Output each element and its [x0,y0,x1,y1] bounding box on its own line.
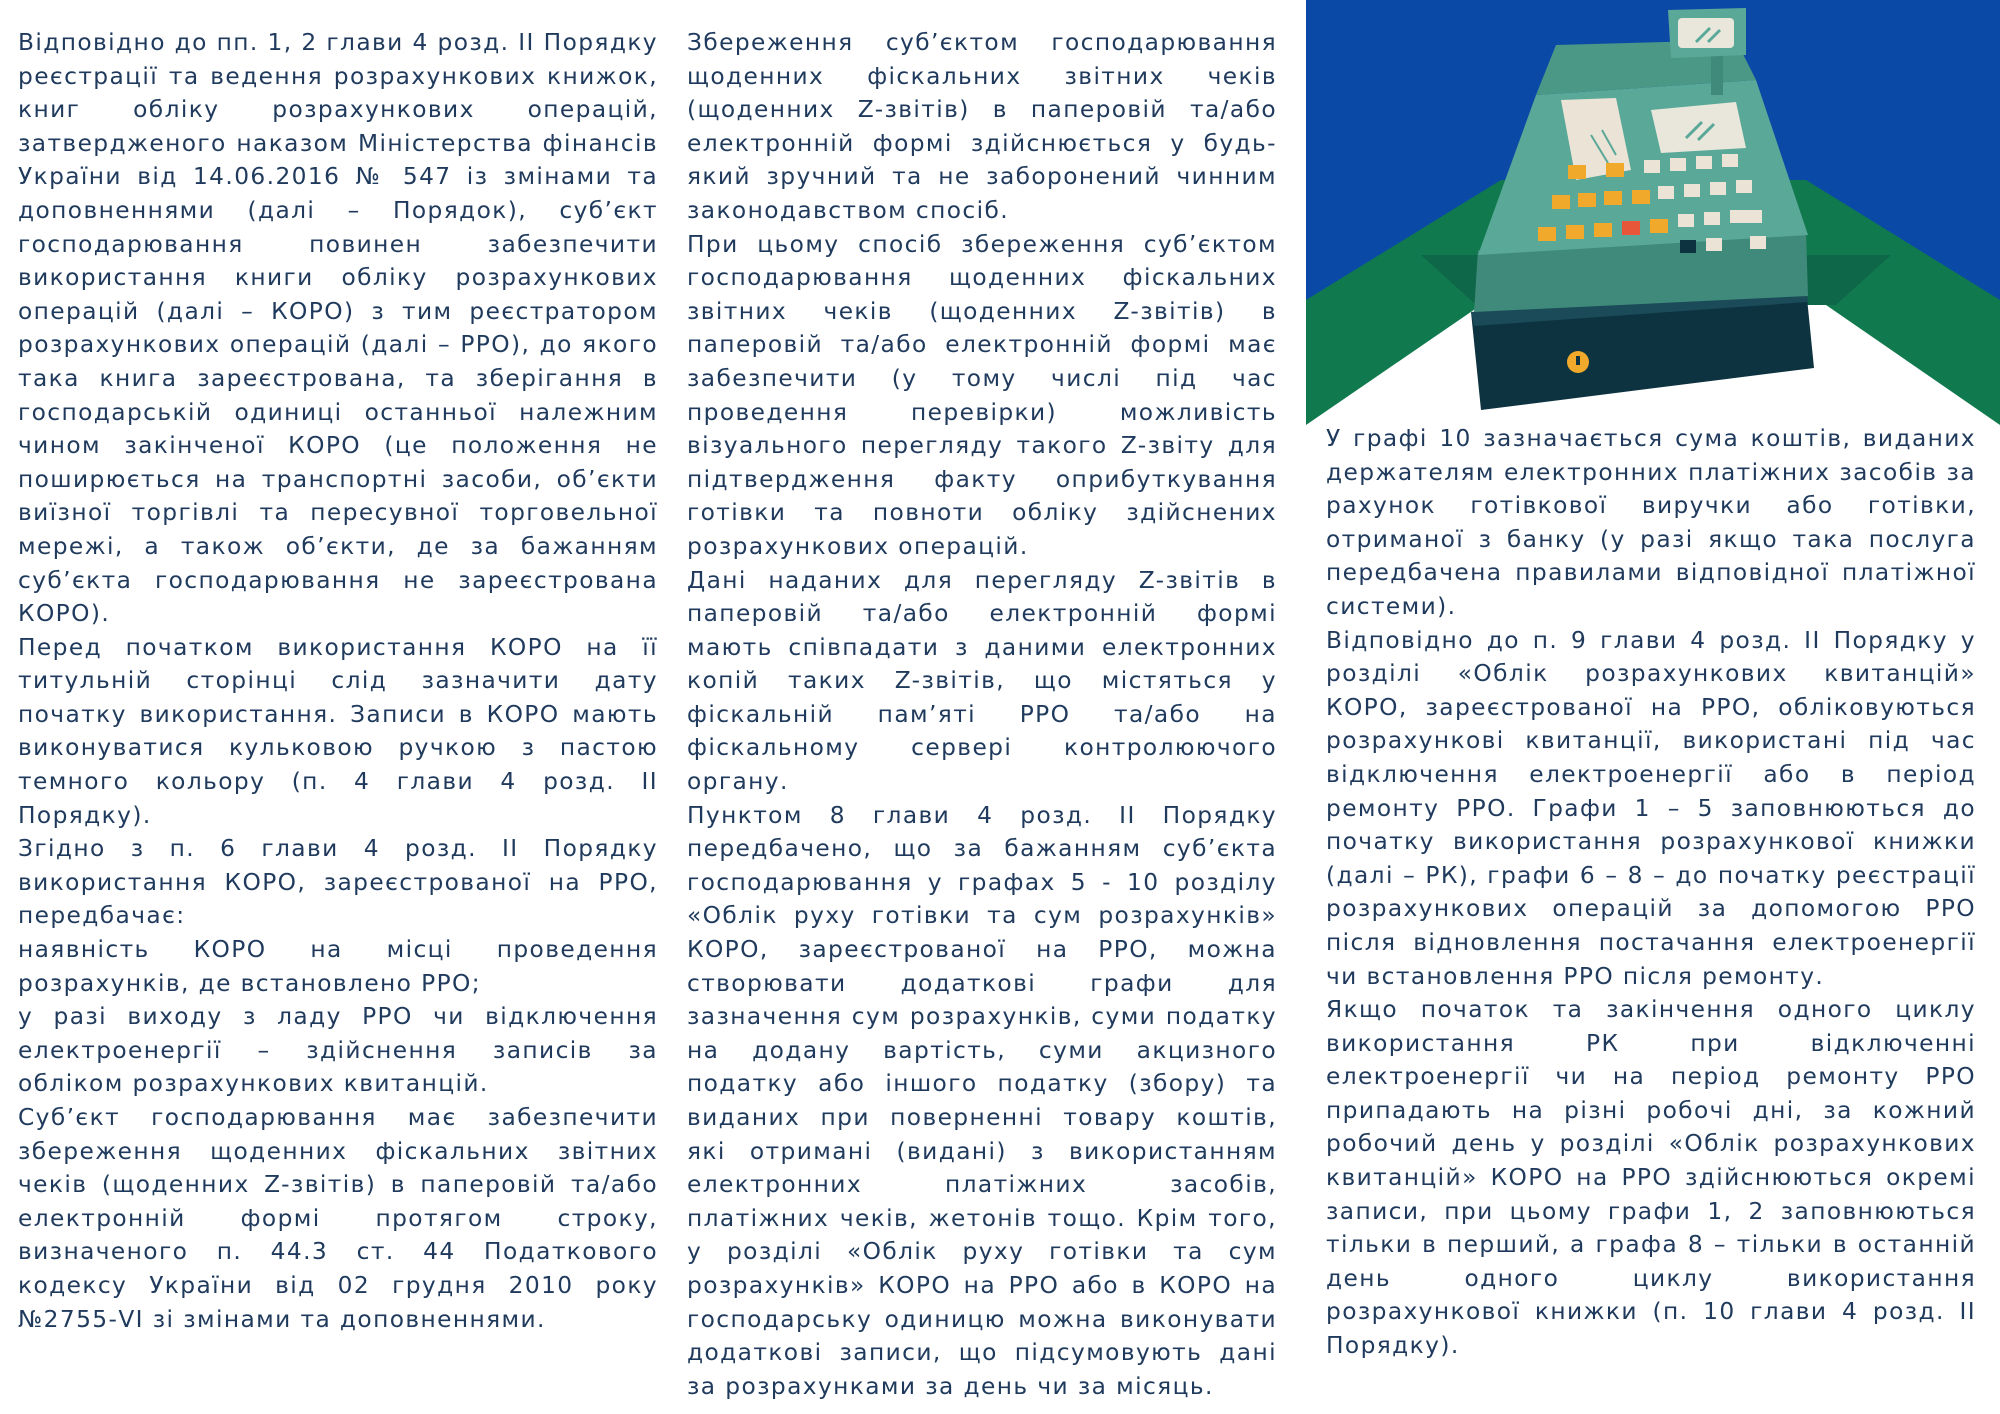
paragraph: Відповідно до п. 9 глави 4 розд. ІІ Порядку у розділі «Облік розрахункових квитанцій» КОРО, зареєстрованої на РРО, обліковуються розрахункові квитанції, використані під час відключення електроенергії або в період ремонту РРО. Графи 1 – 5 заповнюються до початку використання розрахункової книжки (далі – РК), графи 6 – 8 – до початку реєстрації розрахункових операцій за допомогою РРО після відновлення постачання електроенергії чи встановлення РРО після ремонту. [1326,626,1976,990]
paragraph: Пунктом 8 глави 4 розд. ІІ Порядку передбачено, що за бажанням суб’єкта господарювання у графах 5 - 10 розділу «Облік руху готівки та сум розрахунків» КОРО, зареєстрованої на РРО, можна створювати додаткові графи для зазначення сум розрахунків, суми податку на додану вартість, суми акцизного податку або іншого податку (збору) та виданих при поверненні товару коштів, які отримані (видані) з використанням електронних платіжних засобів, платіжних чеків, жетонів тощо. Крім того, у розділі «Облік руху готівки та сум розрахунків» КОРО на РРО або в КОРО на господарську одиницю можна виконувати додаткові записи, що підсумовують дані за розрахунками за день чи за місяць. [687,801,1277,1400]
paragraph: у разі виходу з ладу РРО чи відключення електроенергії – здійснення записів за обліком розрахункових квитанцій. [18,1003,658,1098]
paragraph: Суб’єкт господарювання має забезпечити збереження щоденних фіскальних звітних чеків (щоденних Z-звітів) в паперовій та/або електронній формі протягом строку, визначеного п. 44.3 ст. 44 Податкового кодексу України від 02 грудня 2010 року №2755-VІ зі змінами та доповненнями. [18,1104,658,1333]
paragraph: При цьому спосіб збереження суб’єктом господарювання щоденних фіскальних звітних чеків (щоденних Z-звітів) в паперовій та/або електронній формі має забезпечити (у тому числі під час проведення перевірки) можливість візуального перегляду такого Z-звіту для підтвердження факту оприбуткування готівки та повноти обліку здійснених розрахункових операцій. [687,230,1277,560]
paragraph: Якщо початок та закінчення одного циклу використання РК при відключенні електроенергії чи на період ремонту РРО припадають на різні робочі дні, за кожний робочий день у розділі «Облік розрахункових квитанцій» КОРО на РРО здійснюються окремі записи, при цьому графи 1, 2 заповнюються тільки в перший, а графа 8 – тільки в останній день одного циклу використання розрахункової книжки (п. 10 глави 4 розд. ІІ Порядку). [1326,996,1976,1360]
paragraph: Збереження суб’єктом господарювання щоденних фіскальних звітних чеків (щоденних Z-звітів) в паперовій та/або електронній формі здійснюється у будь-який зручний та не заборонений чинним законодавством спосіб. [687,29,1277,224]
paragraph: Згідно з п. 6 глави 4 розд. ІІ Порядку використання КОРО, зареєстрованої на РРО, передбачає: [18,835,658,930]
paragraph: Дані наданих для перегляду Z-звітів в паперовій та/або електронній формі мають співпадати з даними електронних копій таких Z-звітів, що містяться у фіскальній пам’яті РРО та/або на фіскальному сервері контролюючого органу. [687,566,1277,796]
text-column-middle [687,26,1277,1403]
cash-register-icon [1306,0,2000,425]
paragraph: Перед початком використання КОРО на її титульній сторінці слід зазначити дату початку використання. Записи в КОРО мають виконуватися кульковою ручкою з пастою темного кольору (п. 4 глави 4 розд. ІІ Порядку). [18,633,658,829]
paragraph: Відповідно до пп. 1, 2 глави 4 розд. ІІ Порядку реєстрації та ведення розрахункових книжок, книг обліку розрахункових операцій, затвердженого наказом Міністерства фінансів України від 14.06.2016 № 547 із змінами та доповненнями (далі – Порядок), суб’єкт господарювання повинен забезпечити використання книги обліку розрахункових операцій (далі – КОРО) з тим реєстратором розрахункових операцій (далі – РРО), до якого така книга зареєстрована, та зберігання в господарській одиниці останньої належним чином закінченої КОРО (це положення не поширюється на транспортні засоби, об’єкти виїзної торгівлі та пересувної торговельної мережі, а також об’єкти, де за бажанням суб’єкта господарювання не зареєстрована КОРО). [18,29,658,628]
paragraph: наявність КОРО на місці проведення розрахунків, де встановлено РРО; [18,936,658,997]
paragraph: У графі 10 зазначається сума коштів, виданих держателям електронних платіжних засобів за рахунок готівкової виручки або готівки, отриманої з банку (у разі якщо така послуга передбачена правилами відповідної платіжної системи). [1326,425,1976,620]
text-column-left [18,26,658,1336]
cash-register-illustration [1306,0,2000,425]
text-column-right [1326,422,1976,1363]
